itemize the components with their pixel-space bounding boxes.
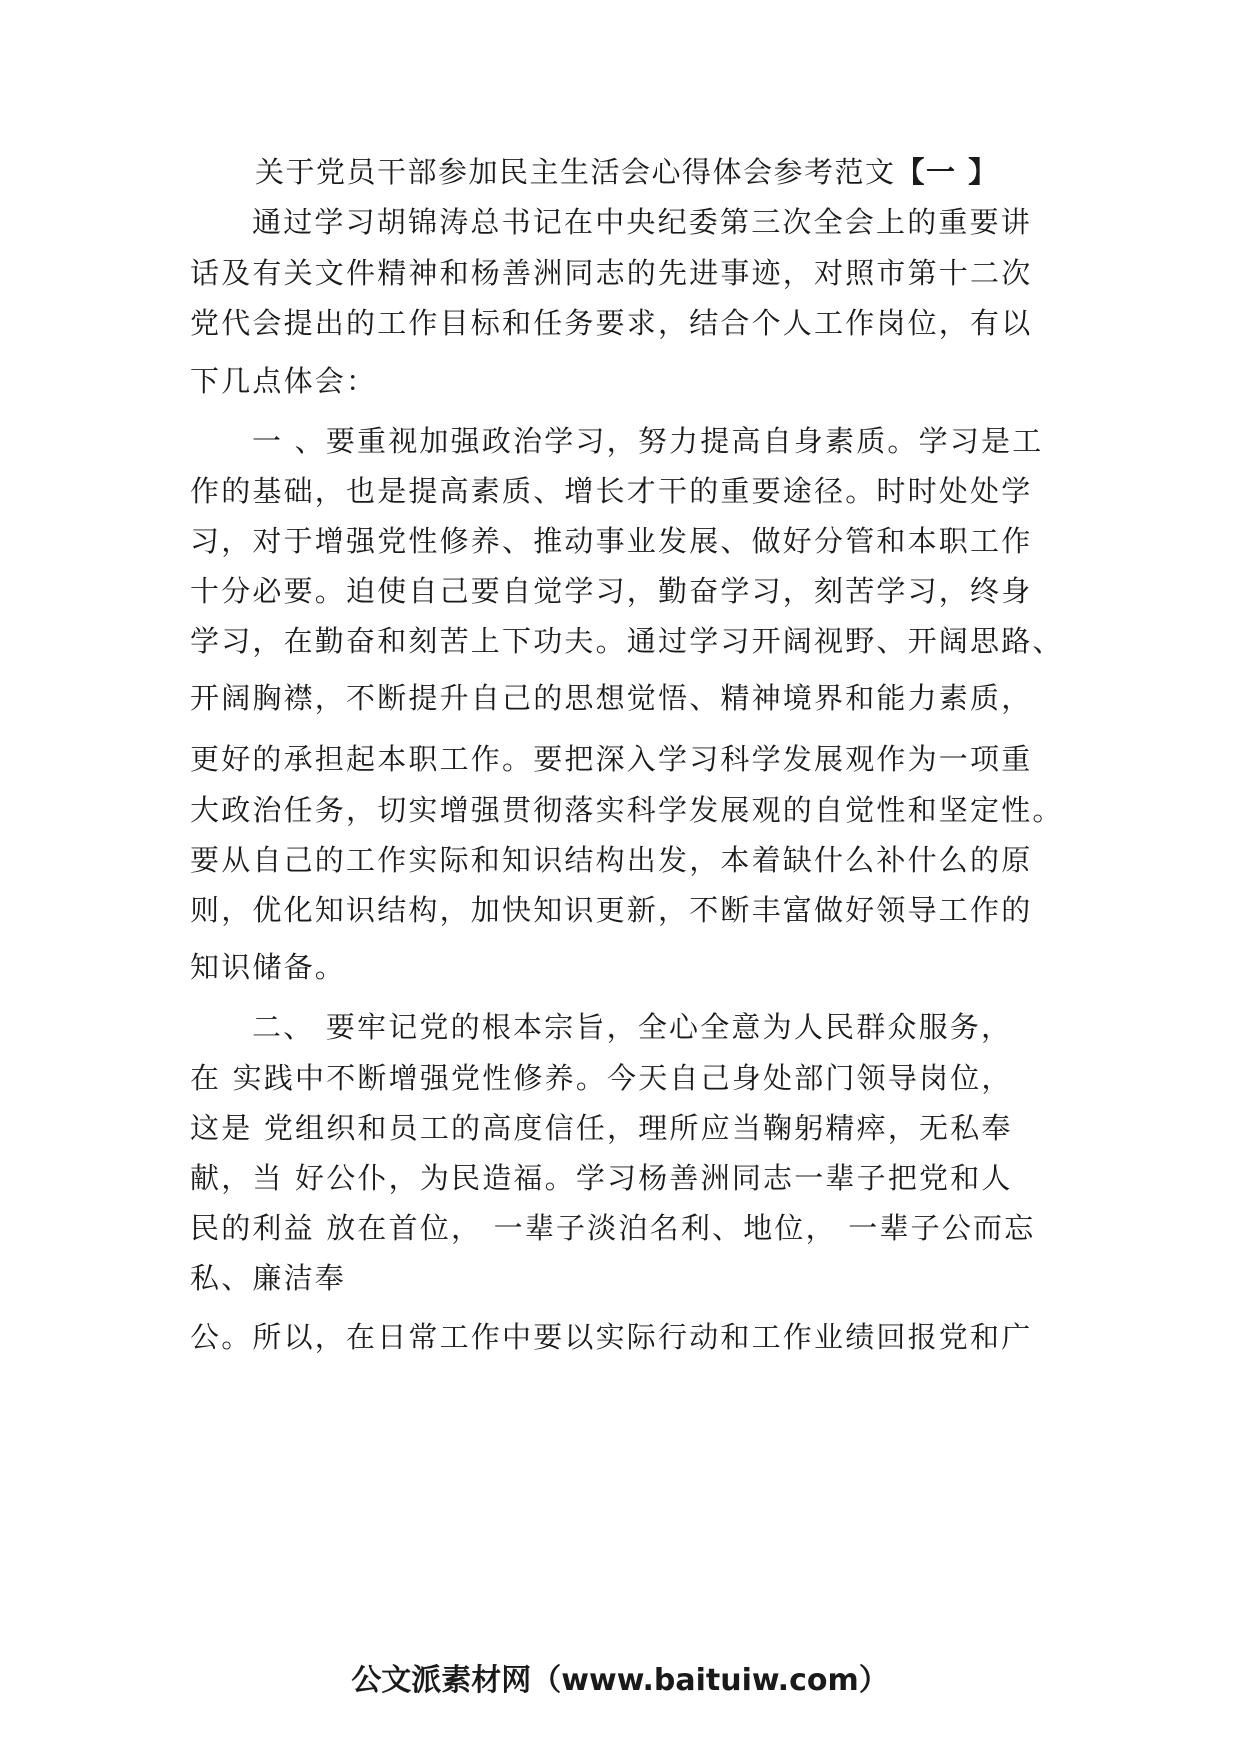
paragraph-line: 下几点体会： xyxy=(190,364,378,398)
paragraph-line: 则，优化知识结构，加快知识更新，不断丰富做好领导工作的 xyxy=(190,893,1033,927)
paragraph-line: 公。所以，在日常工作中要以实际行动和工作业绩回报党和广 xyxy=(190,1320,1033,1354)
paragraph-line: 作的基础，也是提高素质、增长才干的重要途径。时时处处学 xyxy=(190,474,1033,508)
paragraph-line: 要从自己的工作实际和知识结构出发，本着缺什么补什么的原 xyxy=(190,843,1033,877)
title-main: 关于党员干部参加民主生活会心得体会参考范文 xyxy=(255,155,896,189)
paragraph-line: 党代会提出的工作目标和任务要求，结合个人工作岗位，有以 xyxy=(190,306,1033,340)
paragraph-line: 学习，在勤奋和刻苦上下功夫。通过学习开阔视野、开阔思路、 xyxy=(190,624,1064,658)
document-title xyxy=(255,150,999,191)
paragraph-line: 更好的承担起本职工作。要把深入学习科学发展观作为一项重 xyxy=(190,742,1033,776)
paragraph-line: 习，对于增强党性修养、推动事业发展、做好分管和本职工作 xyxy=(190,524,1033,558)
paragraph-line: 二、 要牢记党的根本宗旨，全心全意为人民群众服务， xyxy=(252,1010,1013,1044)
title-bracket: 【一 】 xyxy=(895,155,999,189)
paragraph-line: 这是 党组织和员工的高度信任，理所应当鞠躬精瘁，无私奉 xyxy=(190,1111,1013,1145)
paragraph-line: 私、廉洁奉 xyxy=(190,1261,347,1295)
paragraph-line: 献，当 好公仆，为民造福。学习杨善洲同志一辈子把党和人 xyxy=(190,1161,1013,1195)
paragraph-line: 话及有关文件精神和杨善洲同志的先进事迹，对照市第十二次 xyxy=(190,256,1033,290)
paragraph-line: 在 实践中不断增强党性修养。今天自己身处部门领导岗位， xyxy=(190,1061,1013,1095)
footer-watermark: 公文派素材网（www.baituiw.com） xyxy=(351,1663,889,1698)
paragraph-line: 通过学习胡锦涛总书记在中央纪委第三次全会上的重要讲 xyxy=(252,205,1033,239)
paragraph-line: 民的利益 放在首位， 一辈子淡泊名利、地位， 一辈子公而忘 xyxy=(190,1211,1036,1245)
paragraph-line: 十分必要。迫使自己要自觉学习，勤奋学习，刻苦学习，终身 xyxy=(190,574,1033,608)
paragraph-line: 一 、要重视加强政治学习，努力提高自身素质。学习是工 xyxy=(252,424,1044,458)
paragraph-line: 大政治任务，切实增强贯彻落实科学发展观的自觉性和坚定性。 xyxy=(190,793,1064,827)
paragraph-line: 知识储备。 xyxy=(190,950,347,984)
paragraph-line: 开阔胸襟，不断提升自己的思想觉悟、精神境界和能力素质， xyxy=(190,681,1033,715)
